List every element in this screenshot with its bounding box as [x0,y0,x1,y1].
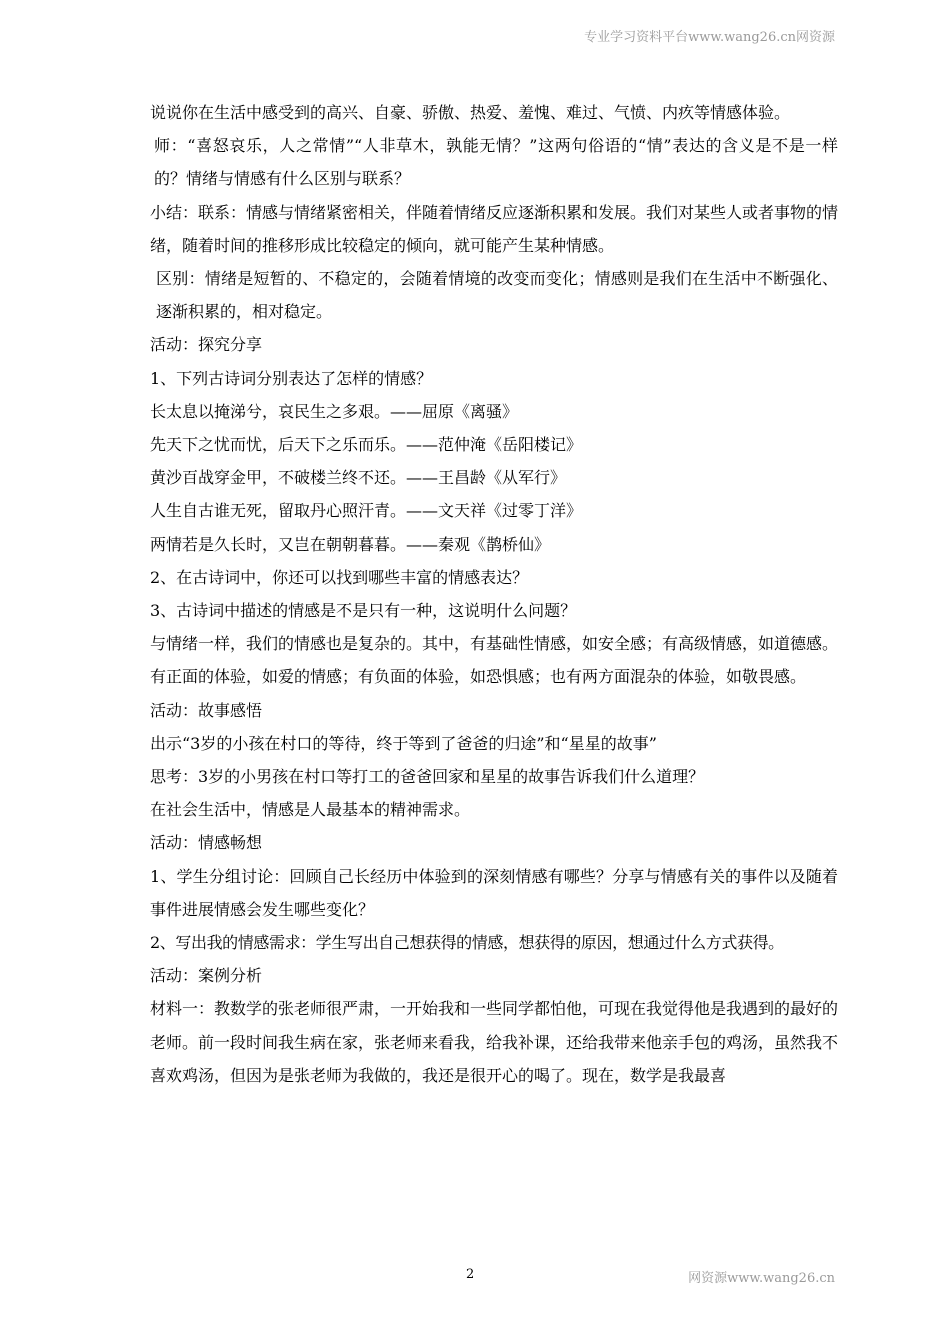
page-number: 2 [466,1267,475,1282]
paragraph: 思考：3岁的小男孩在村口等打工的爸爸回家和星星的故事告诉我们什么道理？ [150,767,705,787]
page-footer: 网资源www.wang26.cn [688,1271,835,1286]
poem-line: 人生自古谁无死，留取丹心照汗青。——文天祥《过零丁洋》 [150,501,583,521]
poem-line: 黄沙百战穿金甲，不破楼兰终不还。——王昌龄《从军行》 [150,468,567,488]
question: 1、下列古诗词分别表达了怎样的情感？ [150,368,433,388]
paragraph: 出示“3岁的小孩在村口的等待，终于等到了爸爸的归途”和“星星的故事” [150,733,657,753]
paragraph: 与情绪一样，我们的情感也是复杂的。其中，有基础性情感，如安全感；有高级情感，如道德感。有正面的体验，如爱的情感；有负面的体验，如恐惧感；也有两方面混杂的体验，如敬畏感。 [150,634,839,687]
activity-heading: 活动：探究分享 [150,335,263,355]
document-body [118,96,838,1092]
question: 2、在古诗词中，你还可以找到哪些丰富的情感表达？ [150,567,529,587]
paragraph: 在社会生活中，情感是人最基本的精神需求。 [150,800,471,820]
activity-heading: 活动：故事感悟 [150,700,263,720]
activity-heading: 活动：情感畅想 [150,833,263,853]
paragraph: 1、学生分组讨论：回顾自己长经历中体验到的深刻情感有哪些？分享与情感有关的事件以及随着事件进展情感会发生哪些变化？ [150,866,838,919]
paragraph: 2、写出我的情感需求：学生写出自己想获得的情感，想获得的原因，想通过什么方式获得。 [150,933,784,953]
paragraph: 小结：联系：情感与情绪紧密相关，伴随着情绪反应逐渐积累和发展。我们对某些人或者事物的情绪，随着时间的推移形成比较稳定的倾向，就可能产生某种情感。 [150,202,839,255]
question: 3、古诗词中描述的情感是不是只有一种，这说明什么问题？ [150,601,577,621]
poem-line: 先天下之忧而忧，后天下之乐而乐。——范仲淹《岳阳楼记》 [150,435,583,455]
paragraph: 师：“喜怒哀乐，人之常情”“人非草木，孰能无情？”这两句俗语的“情”表达的含义是不是一样的？情绪与情感有什么区别与联系？ [154,136,838,189]
paragraph: 材料一：教数学的张老师很严肃，一开始我和一些同学都怕他，可现在我觉得他是我遇到的最好的老师。前一段时间我生病在家，张老师来看我，给我补课，还给我带来他亲手包的鸡汤，虽然我不喜欢鸡汤，但因为是张老师为我做的，我还是很开心的喝了。现在，数学是我最喜 [150,999,839,1085]
paragraph: 区别：情绪是短暂的、不稳定的，会随着情境的改变而变化；情感则是我们在生活中不断强化、逐渐积累的，相对稳定。 [156,269,838,322]
poem-line: 长太息以掩涕兮，哀民生之多艰。——屈原《离骚》 [150,401,519,421]
page-header: 专业学习资料平台www.wang26.cn网资源 [584,30,835,45]
activity-heading: 活动：案例分析 [150,966,263,986]
poem-line: 两情若是久长时，又岂在朝朝暮暮。——秦观《鹊桥仙》 [150,534,551,554]
paragraph: 说说你在生活中感受到的高兴、自豪、骄傲、热爱、羞愧、难过、气愤、内疚等情感体验。 [150,103,791,122]
